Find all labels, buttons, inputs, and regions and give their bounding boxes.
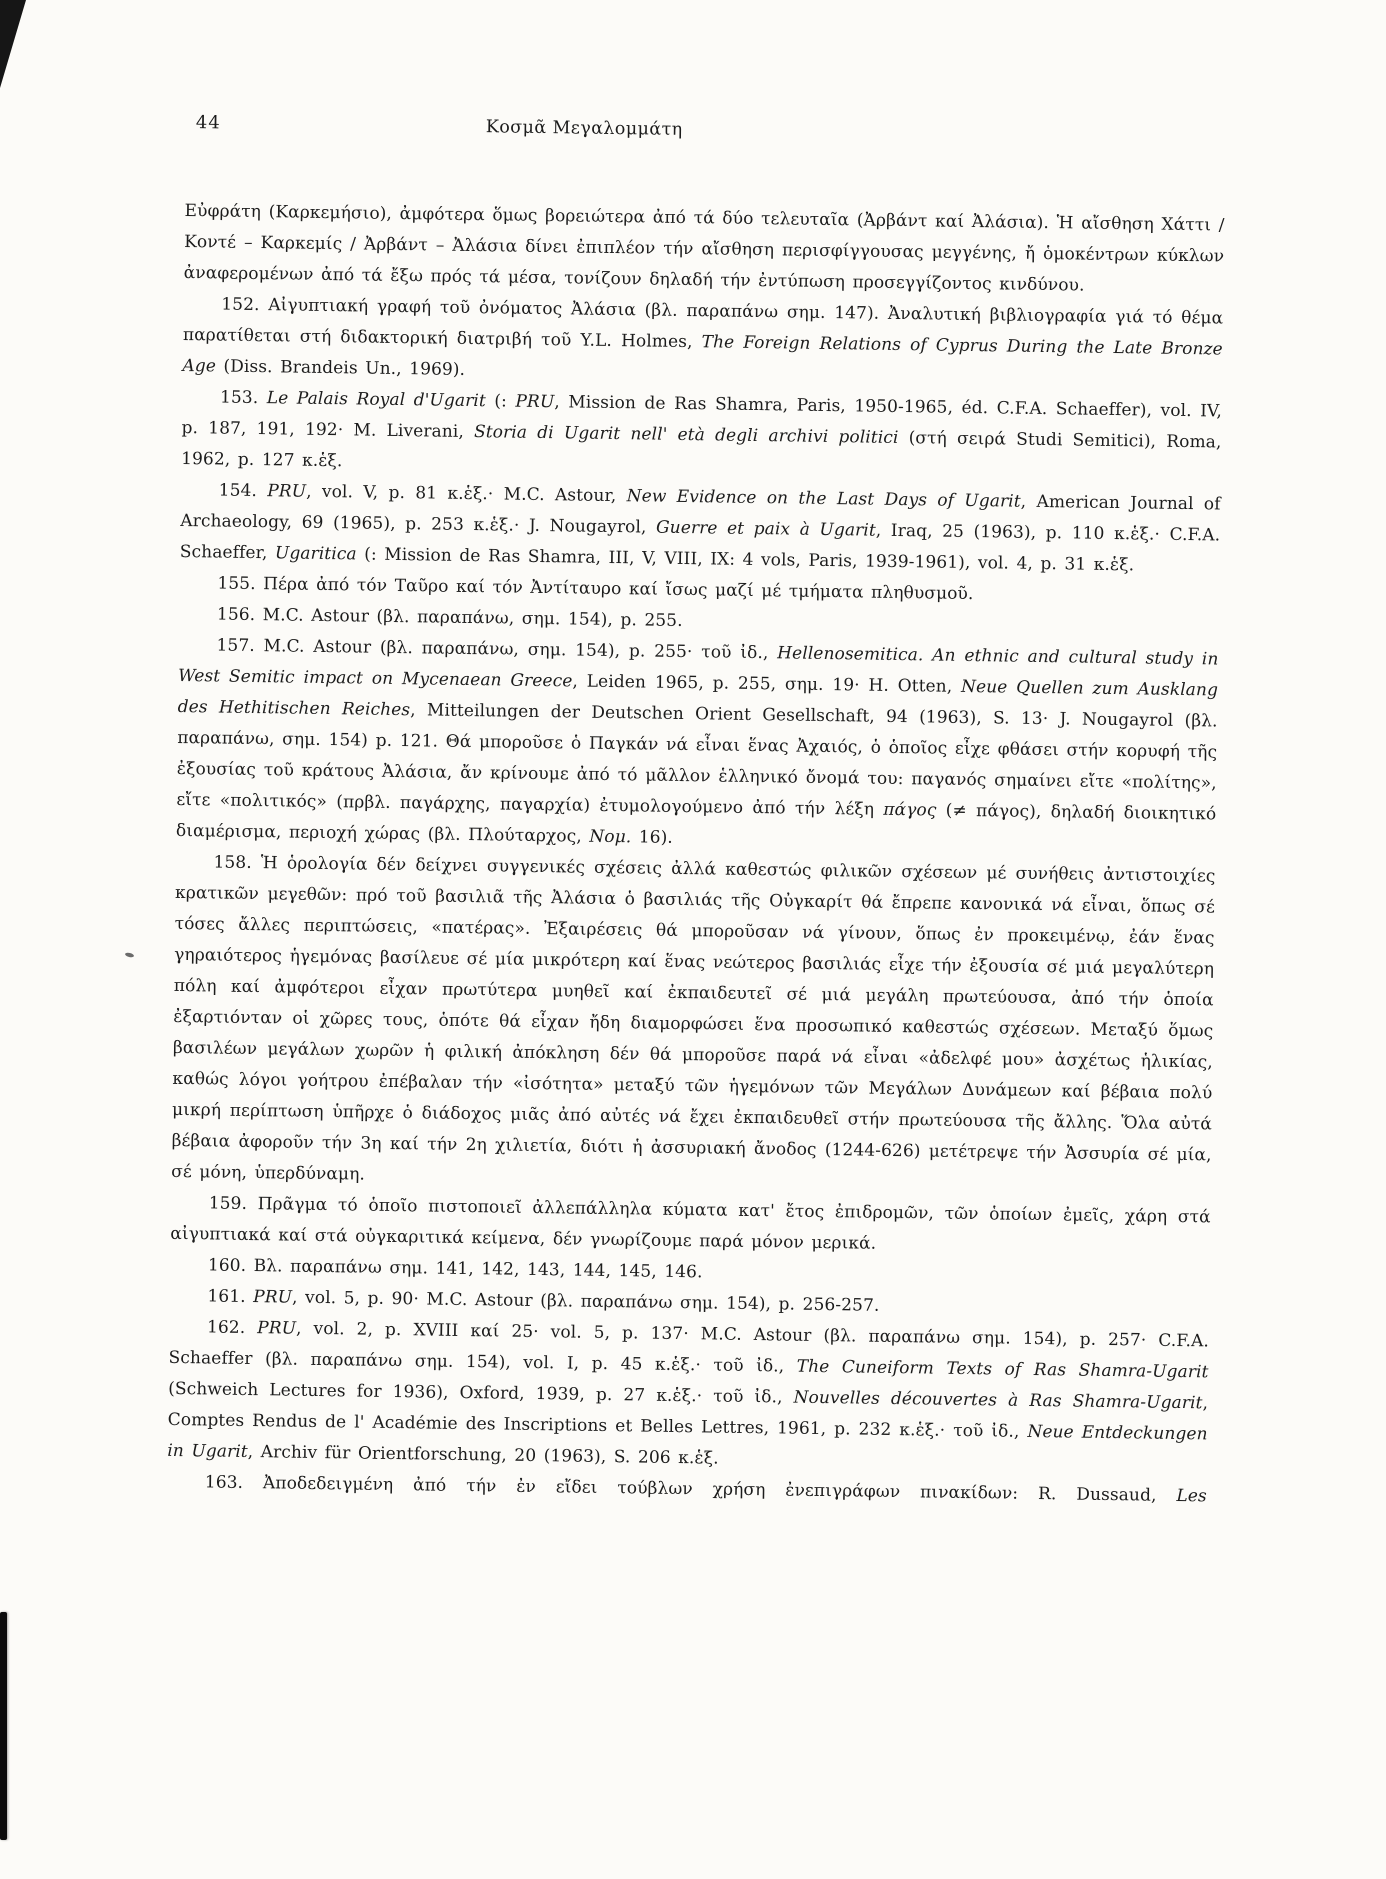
text-run: 153.: [219, 387, 267, 409]
footnote-paragraph-2: [181, 382, 1222, 490]
italic-run: The Foreign Relations of Cyprus During the Late Bronze Age: [182, 332, 1223, 377]
footnote-paragraph-1: [182, 289, 1223, 397]
text-run: (Schweich Lectures for 1936), Oxford, 1939, p. 27 κ.ἑξ.· τοῦ ἰδ.,: [168, 1378, 794, 1408]
italic-run: PRU: [267, 481, 307, 502]
italic-run: Ugaritica: [274, 543, 357, 565]
text-block: [167, 196, 1225, 1512]
footnote-paragraph-6: [176, 630, 1219, 861]
italic-run: Hellenosemitica. An ethnic and cultural study in West Semitic impact on Mycenaean Greece: [177, 643, 1219, 692]
text-run: , Mission de Ras Shamra, Paris, 1950-1965, éd. C.F.A. Schaeffer), vol. IV, p. 187, 191, 192· M. Liverani,: [181, 392, 1223, 443]
text-run: Εὐφράτη (Καρκεμήσιο), ἀμφότερα ὅμως βορειώτερα ἀπό τά δύο τελευταῖα (Ἀρβάντ καί Ἀλάσια). Ἡ αἴσθηση Χάττι / Κοντέ – Καρκεμίς / Ἀρβάντ – Ἀλάσια δίνει ἐπιπλέον τήν αἴσθηση περισφίγγουσας μεγγένης, ἤ ὁμοκέντρων κύκλων ἀναφερομένων ἀπό τά ἔξω πρός τά μέσα, τονίζουν δηλαδή τήν ἐντύπωση προσεγγίζοντος κινδύνου.: [183, 200, 1225, 296]
text-run: (≠ πάγος), δηλαδή διοικητικό διαμέρισμα, περιοχή χώρας (βλ. Πλούταρχος,: [175, 800, 1217, 847]
text-run: 158. Ἡ ὁρολογία δέν δείχνει συγγενικές σχέσεις ἀλλά καθεστώς φιλικῶν σχέσεων μέ συνήθεις ἀντιστοιχίες κρατικῶν μεγεθῶν: πρό τοῦ βασιλιᾶ τῆς Ἀλάσια ὁ βασιλιάς τῆς Οὐγκαρίτ θά ἔπρεπε κανονικά νά εἶναι, ὅπως σέ τόσες ἄλλες περιπτώσεις, «πατέρας». Ἐξαιρέσεις θά μποροῦσαν νά γίνουν, ὅπως ἐν προκειμένῳ, ἐάν ἕνας γηραιότερος ἡγεμόνας βασίλευε σέ μία μικρότερη καί ἕνας νεώτερος βασιλιάς εἶχε τήν ἐξουσία σέ μιά μεγαλύτερη πόλη καί ἀμφότεροι εἶχαν πρωτύτερα μυηθεῖ καί ἐκπαιδευτεῖ σέ μιά μεγάλη πρωτεύουσα, ἀπό τήν ὁποία ἐξαρτιόνταν οἱ χῶρες τους, ὁπότε θά εἶχαν ἤδη διαμορφώσει ἕνα προσωπικό καθεστώς σχέσεων. Μεταξύ ὅμως βασιλέων μεγάλων χωρῶν ἡ φιλική ἀπόκληση δέν θά μποροῦσε παρά νά εἶναι «ἀδελφέ μου» ἀσχέτως ἡλικίας, καθώς λόγοι γοήτρου ἐπέβαλαν τήν «ἰσότητα» μεταξύ τῶν ἡγεμόνων τῶν Μεγάλων Δυνάμεων καί βέβαια πολύ μικρή περίπτωση ὑπῆρχε ὁ διάδοχος μιᾶς ἀπό αὐτές νά ἔχει ἐκπαιδευθεῖ στήν πρωτεύουσα τῆς ἄλλης. Ὅλα αὐτά βέβαια ἀφοροῦν τήν 3η καί τήν 2η χιλιετία, διότι ἡ ἀσσυριακή ἄνοδος (1244-626) μετέτρεψε τήν Ἀσσυρία σέ μία, σέ μόνη, ὑπερδύναμη.: [171, 852, 1216, 1185]
text-run: (στή σειρά Studi Semitici), Roma, 1962, p. 127 κ.ἑξ.: [181, 427, 1222, 472]
scan-artifact-top-left: [0, 0, 26, 88]
text-run: , vol. V, p. 81 κ.ἑξ.· M.C. Astour,: [306, 481, 627, 507]
text-run: 156. M.C. Astour (βλ. παραπάνω, σημ. 154), p. 255.: [216, 604, 683, 631]
text-run: , vol. 2, p. XVIII καί 25· vol. 5, p. 137· M.C. Astour (βλ. παραπάνω σημ. 154), p. 257· C.F.A. Schaeffer (βλ. παραπάνω σημ. 154), vol. I, p. 45 κ.ἑξ.· τοῦ ἰδ.,: [168, 1318, 1210, 1377]
italic-run: Guerre et paix à Ugarit: [655, 517, 876, 541]
footnote-paragraph-3: [180, 475, 1221, 583]
running-header: Κοσμᾶ Μεγαλομμάτη: [485, 117, 683, 140]
italic-run: PRU: [253, 1287, 293, 1308]
italic-run: Le Palais Royal d'Ugarit: [266, 388, 486, 412]
text-run: 154.: [218, 480, 268, 502]
italic-run: Neue Quellen zum Ausklang des Hethitischen Reiches: [177, 676, 1219, 721]
footnote-paragraph-7: [171, 847, 1216, 1202]
italic-run: Νομ.: [589, 826, 632, 848]
text-run: 155. Πέρα ἀπό τόν Ταῦρο καί τόν Ἀντίταυρο καί ἴσως μαζί μέ τμήματα πληθυσμοῦ.: [217, 573, 974, 605]
italic-run: Neue Entdeckungen in Ugarit: [167, 1421, 1208, 1462]
scan-artifact-left-edge: [0, 1612, 7, 1840]
text-run: 162.: [206, 1317, 258, 1339]
italic-run: PRU: [257, 1318, 297, 1339]
italic-run: New Evidence on the Last Days of Ugarit: [626, 486, 1021, 512]
scan-artifact-speck: [125, 952, 135, 958]
text-run: 157. M.C. Astour (βλ. παραπάνω, σημ. 154), p. 255· τοῦ ἰδ.,: [216, 635, 778, 664]
text-run: (:: [485, 391, 516, 412]
italic-run: The Cuneiform Texts of Ras Shamra-Ugarit: [796, 1356, 1209, 1383]
text-run: , Comptes Rendus de l' Académie des Inscriptions et Belles Lettres, 1961, p. 232 κ.ἑξ.· τοῦ ἰδ.,: [167, 1393, 1209, 1442]
text-run: , American Journal of Archaeology, 69 (1965), p. 253 κ.ἑξ.· J. Nougayrol,: [180, 491, 1221, 538]
text-run: , vol. 5, p. 90· M.C. Astour (βλ. παραπάνω σημ. 154), p. 256-257.: [291, 1287, 880, 1316]
text-run: 160. Βλ. παραπάνω σημ. 141, 142, 143, 144, 145, 146.: [207, 1255, 703, 1283]
text-run: 161.: [207, 1286, 254, 1308]
text-run: , Archiv für Orientforschung, 20 (1963), S. 206 κ.ἑξ.: [247, 1441, 719, 1469]
text-run: , Mitteilungen der Deutschen Orient Gesellschaft, 94 (1963), S. 13· J. Nougayrol (βλ. παραπάνω, σημ. 154) p. 121. Θά μποροῦσε ὁ Παγκάν νά εἶναι ἕνας Ἀχαιός, ὁ ὁποῖος εἶχε φθάσει στήν κορυφή τῆς ἐξουσίας τοῦ κράτους Ἀλάσια, ἄν κρίνουμε ἀπό τό μᾶλλον ἑλληνικό ὄνομά του: παγανός σημαίνει εἴτε «πολίτης», εἴτε «πολιτικός» (πρβλ. παγάρχης, παγαρχία) ἐτυμολογούμενο ἀπό τήν λέξη: [176, 700, 1218, 820]
italic-run: Les: [1176, 1485, 1207, 1507]
page-header: [186, 112, 1226, 155]
page: [167, 112, 1226, 1512]
text-run: , Iraq, 25 (1963), p. 110 κ.ἑξ.· C.F.A. Schaeffer,: [179, 520, 1221, 564]
italic-run: PRU: [515, 391, 555, 413]
italic-run: Nouvelles découvertes à Ras Shamra-Ugarit: [793, 1387, 1203, 1414]
footnote-paragraph-11: [167, 1312, 1209, 1482]
text-run: 159. Πρᾶγμα τό ὁποῖο πιστοποιεῖ ἀλλεπάλληλα κύματα κατ' ἔτος ἐπιδρομῶν, τῶν ὁποίων ἐμεῖς, χάρη στά αἰγυπτιακά καί στά οὐγκαριτικά κείμενα, δέν γνωρίζουμε παρά μόνον μερικά.: [170, 1193, 1211, 1254]
text-run: 16).: [631, 827, 674, 848]
page-number: 44: [195, 112, 221, 134]
body-paragraph-0: [184, 196, 1225, 304]
text-run: 152. Αἰγυπτιακή γραφή τοῦ ὀνόματος Ἀλάσια (βλ. παραπάνω σημ. 147). Ἀναλυτική βιβλιογραφία γιά τό θέμα παρατίθεται στή διδακτορική διατριβή τοῦ Y.L. Holmes,: [182, 294, 1224, 353]
italic-run: Storia di Ugarit nell' età degli archivi politici: [473, 422, 899, 448]
text-run: (: Mission de Ras Shamra, III, V, VIII, IX: 4 vols, Paris, 1939-1961), vol. 4, p. 31 κ.ἑξ.: [356, 544, 1135, 576]
text-run: 163. Ἀποδεδειγμένη ἀπό τήν ἐν εἴδει τούβλων χρήση ἐνεπιγράφων πινακίδων: R. Dussaud,: [204, 1472, 1177, 1506]
italic-run: πάγος: [883, 799, 937, 821]
text-run: , Leiden 1965, p. 255, σημ. 19· H. Otten,: [572, 671, 962, 697]
text-run: (Diss. Brandeis Un., 1969).: [215, 356, 466, 380]
